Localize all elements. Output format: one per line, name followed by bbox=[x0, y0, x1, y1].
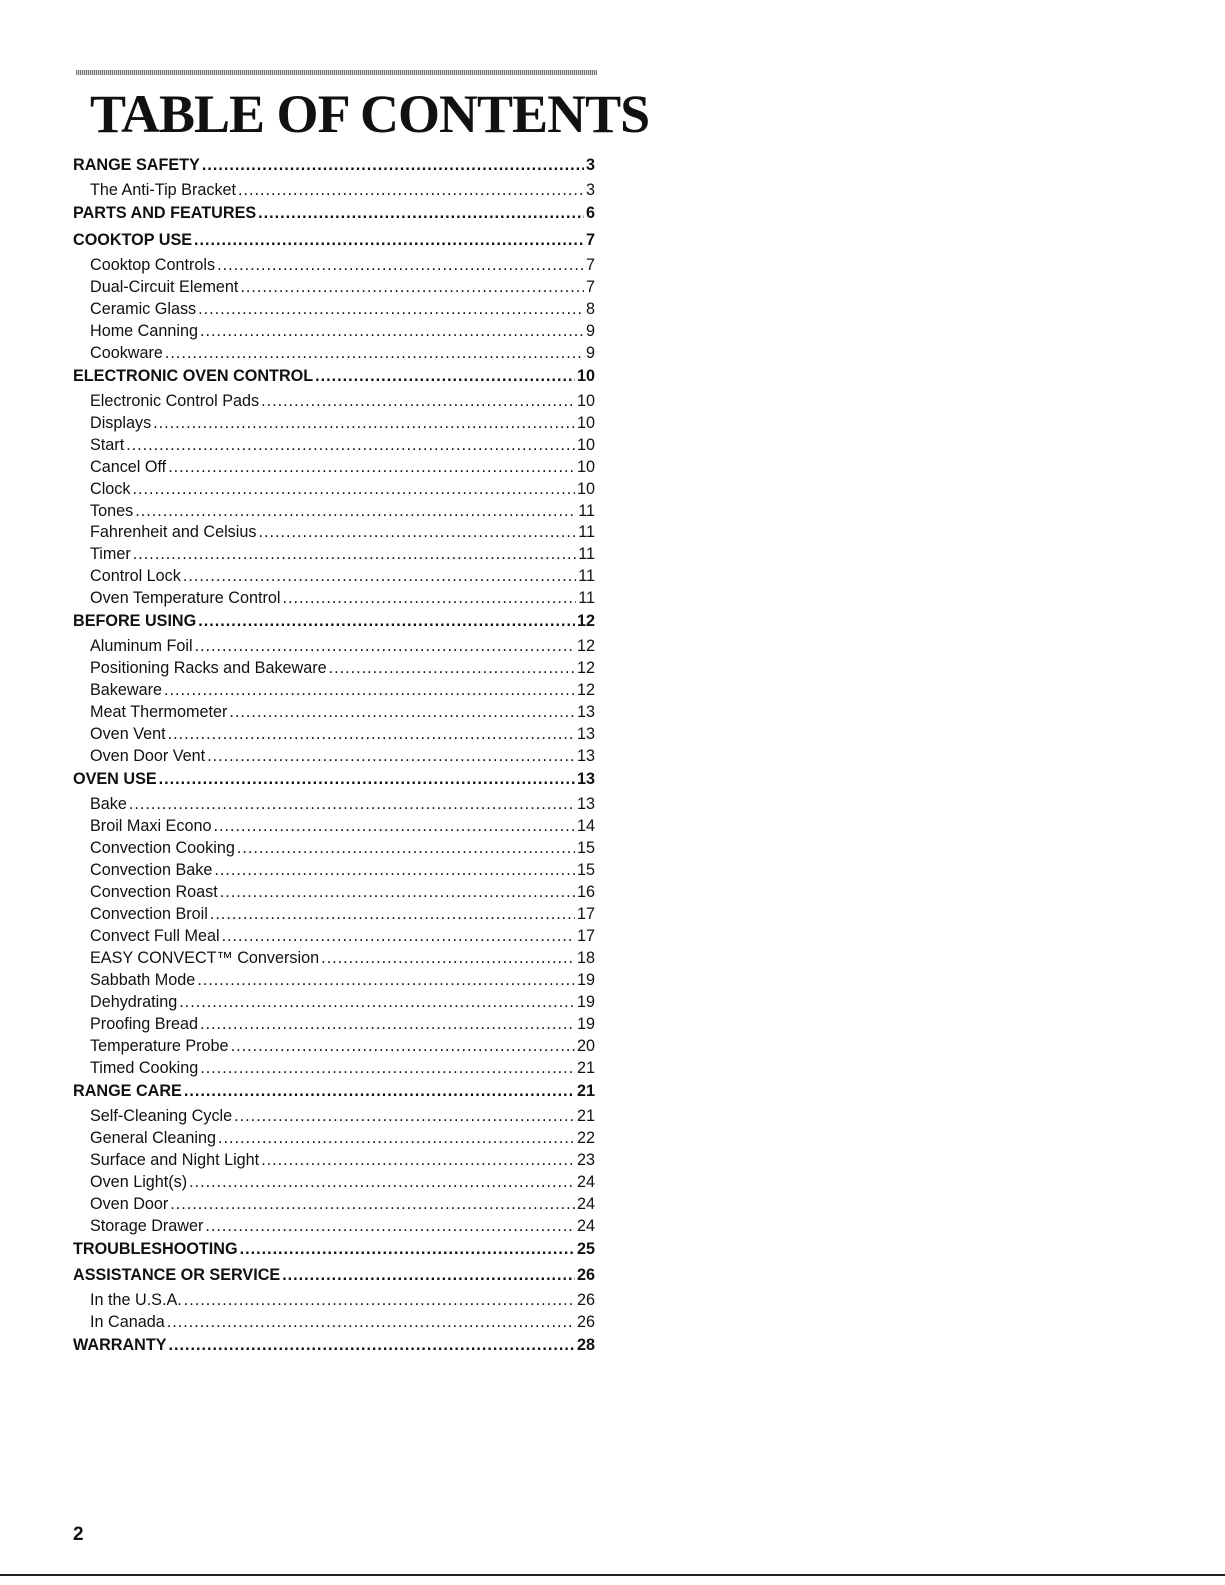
toc-entry-label: In the U.S.A. bbox=[90, 1291, 182, 1310]
toc-subsection-entry[interactable] bbox=[73, 1217, 595, 1239]
toc-entry-page: 10 bbox=[576, 435, 595, 454]
toc-entry-page: 15 bbox=[576, 861, 595, 880]
toc-entry-page: 12 bbox=[576, 612, 595, 631]
toc-entry-page: 9 bbox=[585, 343, 595, 362]
dot-leader bbox=[237, 839, 575, 858]
dot-leader bbox=[329, 659, 575, 678]
toc-entry-page: 21 bbox=[576, 1081, 595, 1100]
dot-leader bbox=[126, 436, 575, 455]
toc-entry-page: 14 bbox=[576, 817, 595, 836]
toc-entry-label: PARTS AND FEATURES bbox=[73, 204, 257, 223]
toc-section-entry[interactable] bbox=[73, 1239, 595, 1265]
dot-leader bbox=[321, 949, 575, 968]
toc-subsection-entry[interactable] bbox=[73, 659, 595, 681]
toc-entry-page: 10 bbox=[576, 366, 595, 385]
toc-entry-page: 15 bbox=[576, 839, 595, 858]
toc-entry-label: Oven Light(s) bbox=[90, 1172, 188, 1191]
toc-entry-page: 19 bbox=[576, 970, 595, 989]
dot-leader bbox=[207, 747, 575, 766]
dot-leader bbox=[222, 927, 575, 946]
dot-leader bbox=[133, 545, 576, 564]
bottom-rule bbox=[0, 1574, 1225, 1576]
toc-entry-label: Self-Cleaning Cycle bbox=[90, 1106, 233, 1125]
toc-entry-label: WARRANTY bbox=[73, 1335, 167, 1354]
toc-entry-page: 24 bbox=[576, 1216, 595, 1235]
dot-leader bbox=[240, 278, 584, 297]
table-of-contents bbox=[73, 155, 595, 1361]
toc-subsection-entry[interactable] bbox=[73, 839, 595, 861]
toc-section-entry[interactable] bbox=[73, 1335, 595, 1361]
toc-entry-page: 21 bbox=[576, 1106, 595, 1125]
toc-entry-label: RANGE SAFETY bbox=[73, 156, 200, 174]
toc-subsection-entry[interactable] bbox=[73, 1015, 595, 1037]
toc-entry-label: EASY CONVECT™ Conversion bbox=[90, 948, 320, 967]
toc-entry-page: 17 bbox=[576, 927, 595, 946]
toc-subsection-entry[interactable] bbox=[73, 344, 595, 366]
toc-entry-label: Electronic Control Pads bbox=[90, 391, 260, 410]
toc-subsection-entry[interactable] bbox=[73, 300, 595, 322]
toc-entry-page: 10 bbox=[576, 391, 595, 410]
dot-leader bbox=[159, 770, 575, 789]
dot-leader bbox=[213, 817, 575, 836]
dot-leader bbox=[231, 1037, 575, 1056]
dot-leader bbox=[165, 344, 584, 363]
toc-entry-label: COOKTOP USE bbox=[73, 230, 193, 249]
toc-subsection-entry[interactable] bbox=[73, 414, 595, 436]
dot-leader bbox=[179, 993, 575, 1012]
toc-entry-page: 3 bbox=[585, 156, 595, 174]
dot-leader bbox=[198, 612, 575, 631]
toc-entry-page: 16 bbox=[576, 883, 595, 902]
dot-leader bbox=[210, 905, 575, 924]
dot-leader bbox=[184, 1082, 575, 1101]
page-number: 2 bbox=[73, 1524, 84, 1545]
toc-subsection-entry[interactable] bbox=[73, 949, 595, 971]
toc-subsection-entry[interactable] bbox=[73, 545, 595, 567]
dot-leader bbox=[168, 725, 575, 744]
dot-leader bbox=[218, 1129, 575, 1148]
toc-entry-page: 13 bbox=[576, 795, 595, 814]
toc-entry-label: Dehydrating bbox=[90, 992, 178, 1011]
toc-entry-label: Start bbox=[90, 435, 125, 454]
toc-entry-label: Clock bbox=[90, 479, 131, 498]
toc-entry-label: ASSISTANCE OR SERVICE bbox=[73, 1265, 281, 1284]
toc-entry-page: 11 bbox=[578, 523, 595, 542]
dot-leader bbox=[132, 480, 575, 499]
dot-leader bbox=[129, 795, 575, 814]
toc-entry-label: Oven Door Vent bbox=[90, 747, 206, 766]
toc-entry-page: 23 bbox=[576, 1150, 595, 1169]
toc-entry-page: 19 bbox=[576, 992, 595, 1011]
toc-subsection-entry[interactable] bbox=[73, 458, 595, 480]
toc-subsection-entry[interactable] bbox=[73, 256, 595, 278]
toc-entry-page: 24 bbox=[576, 1172, 595, 1191]
toc-subsection-entry[interactable] bbox=[73, 589, 595, 611]
toc-entry-page: 26 bbox=[576, 1313, 595, 1332]
toc-section-entry[interactable] bbox=[73, 611, 595, 637]
dot-leader bbox=[261, 1151, 575, 1170]
toc-entry-label: Timed Cooking bbox=[90, 1058, 199, 1077]
toc-entry-label: Cancel Off bbox=[90, 457, 167, 476]
toc-subsection-entry[interactable] bbox=[73, 1313, 595, 1335]
toc-entry-label: Fahrenheit and Celsius bbox=[90, 523, 257, 542]
toc-entry-page: 18 bbox=[576, 948, 595, 967]
toc-entry-label: Meat Thermometer bbox=[90, 703, 228, 722]
toc-entry-page: 7 bbox=[585, 255, 595, 274]
toc-entry-label: Oven Door bbox=[90, 1194, 169, 1213]
toc-entry-label: In Canada bbox=[90, 1313, 165, 1332]
toc-entry-page: 7 bbox=[585, 277, 595, 296]
toc-entry-page: 3 bbox=[585, 181, 595, 200]
dot-leader bbox=[202, 156, 584, 175]
dot-leader bbox=[217, 256, 584, 275]
toc-section-entry[interactable] bbox=[73, 230, 595, 256]
toc-entry-label: Bakeware bbox=[90, 681, 162, 700]
toc-entry-page: 13 bbox=[576, 770, 595, 789]
dot-leader bbox=[200, 322, 584, 341]
toc-subsection-entry[interactable] bbox=[73, 1291, 595, 1313]
dot-leader bbox=[189, 1173, 575, 1192]
toc-subsection-entry[interactable] bbox=[73, 905, 595, 927]
toc-entry-label: Control Lock bbox=[90, 567, 181, 586]
toc-entry-label: Aluminum Foil bbox=[90, 637, 193, 656]
toc-entry-label: Positioning Racks and Bakeware bbox=[90, 659, 327, 678]
dot-leader bbox=[200, 1059, 575, 1078]
toc-entry-label: Temperature Probe bbox=[90, 1036, 229, 1055]
toc-subsection-entry[interactable] bbox=[73, 523, 595, 545]
toc-section-entry[interactable] bbox=[73, 366, 595, 392]
dot-leader bbox=[220, 883, 575, 902]
toc-entry-page: 12 bbox=[576, 659, 595, 678]
dot-leader bbox=[315, 367, 575, 386]
toc-entry-page: 12 bbox=[576, 681, 595, 700]
toc-entry-label: Oven Temperature Control bbox=[90, 589, 281, 608]
dot-leader bbox=[198, 300, 584, 319]
toc-entry-label: Sabbath Mode bbox=[90, 970, 196, 989]
toc-subsection-entry[interactable] bbox=[73, 1151, 595, 1173]
toc-subsection-entry[interactable] bbox=[73, 436, 595, 458]
toc-entry-page: 17 bbox=[576, 905, 595, 924]
toc-entry-page: 8 bbox=[585, 299, 595, 318]
toc-subsection-entry[interactable] bbox=[73, 861, 595, 883]
dot-leader bbox=[153, 414, 575, 433]
toc-section-entry[interactable] bbox=[73, 155, 595, 181]
toc-entry-page: 11 bbox=[578, 589, 595, 608]
dot-leader bbox=[258, 523, 576, 542]
toc-entry-label: Displays bbox=[90, 413, 152, 432]
toc-entry-label: Proofing Bread bbox=[90, 1014, 198, 1033]
toc-entry-label: The Anti-Tip Bracket bbox=[90, 181, 237, 200]
toc-entry-page: 12 bbox=[576, 637, 595, 656]
dot-leader bbox=[183, 567, 576, 586]
toc-entry-label: OVEN USE bbox=[73, 770, 157, 789]
dot-leader bbox=[164, 681, 575, 700]
toc-entry-page: 24 bbox=[576, 1194, 595, 1213]
toc-entry-page: 21 bbox=[576, 1058, 595, 1077]
toc-subsection-entry[interactable] bbox=[73, 817, 595, 839]
toc-entry-label: Tones bbox=[90, 501, 134, 520]
toc-subsection-entry[interactable] bbox=[73, 1059, 595, 1081]
toc-entry-label: Timer bbox=[90, 545, 131, 564]
dot-leader bbox=[167, 1313, 575, 1332]
dot-leader bbox=[229, 703, 575, 722]
dot-leader bbox=[194, 231, 584, 250]
toc-entry-label: Surface and Night Light bbox=[90, 1150, 260, 1169]
toc-entry-label: Convection Bake bbox=[90, 861, 213, 880]
toc-subsection-entry[interactable] bbox=[73, 681, 595, 703]
dot-leader bbox=[200, 1015, 575, 1034]
toc-entry-page: 7 bbox=[585, 230, 595, 249]
toc-entry-page: 11 bbox=[578, 567, 595, 586]
toc-entry-label: Broil Maxi Econo bbox=[90, 817, 212, 836]
toc-entry-label: Convect Full Meal bbox=[90, 927, 220, 946]
top-decorative-rule bbox=[76, 70, 597, 75]
toc-section-entry[interactable] bbox=[73, 203, 595, 229]
toc-entry-label: Dual-Circuit Element bbox=[90, 277, 239, 296]
dot-leader bbox=[238, 181, 584, 200]
toc-entry-label: Convection Roast bbox=[90, 883, 218, 902]
toc-subsection-entry[interactable] bbox=[73, 480, 595, 502]
toc-entry-label: Cookware bbox=[90, 343, 163, 362]
toc-entry-page: 11 bbox=[578, 501, 595, 520]
toc-entry-label: Convection Broil bbox=[90, 905, 208, 924]
toc-entry-page: 13 bbox=[576, 703, 595, 722]
dot-leader bbox=[240, 1240, 575, 1259]
toc-subsection-entry[interactable] bbox=[73, 502, 595, 524]
toc-entry-label: Oven Vent bbox=[90, 725, 166, 744]
toc-entry-page: 26 bbox=[576, 1291, 595, 1310]
toc-entry-page: 6 bbox=[585, 204, 595, 223]
toc-entry-page: 19 bbox=[576, 1014, 595, 1033]
toc-section-entry[interactable] bbox=[73, 1265, 595, 1291]
toc-subsection-entry[interactable] bbox=[73, 993, 595, 1015]
toc-entry-page: 25 bbox=[576, 1239, 595, 1258]
toc-entry-label: Storage Drawer bbox=[90, 1216, 204, 1235]
dot-leader bbox=[214, 861, 575, 880]
dot-leader bbox=[168, 458, 575, 477]
dot-leader bbox=[258, 204, 584, 223]
toc-entry-page: 13 bbox=[576, 747, 595, 766]
dot-leader bbox=[195, 637, 575, 656]
dot-leader bbox=[135, 502, 576, 521]
toc-entry-page: 13 bbox=[576, 725, 595, 744]
toc-subsection-entry[interactable] bbox=[73, 278, 595, 300]
toc-entry-label: ELECTRONIC OVEN CONTROL bbox=[73, 366, 314, 385]
dot-leader bbox=[205, 1217, 575, 1236]
toc-subsection-entry[interactable] bbox=[73, 747, 595, 769]
toc-subsection-entry[interactable] bbox=[73, 322, 595, 344]
dot-leader bbox=[261, 392, 575, 411]
toc-entry-page: 10 bbox=[576, 413, 595, 432]
toc-section-entry[interactable] bbox=[73, 1081, 595, 1107]
toc-entry-label: Cooktop Controls bbox=[90, 255, 216, 274]
dot-leader bbox=[184, 1291, 575, 1310]
toc-entry-page: 10 bbox=[576, 457, 595, 476]
toc-entry-page: 10 bbox=[576, 479, 595, 498]
toc-subsection-entry[interactable] bbox=[73, 725, 595, 747]
toc-entry-label: Ceramic Glass bbox=[90, 299, 197, 318]
toc-entry-label: Home Canning bbox=[90, 321, 198, 340]
dot-leader bbox=[170, 1195, 575, 1214]
toc-subsection-entry[interactable] bbox=[73, 883, 595, 905]
toc-subsection-entry[interactable] bbox=[73, 795, 595, 817]
toc-entry-page: 26 bbox=[576, 1265, 595, 1284]
toc-entry-label: Bake bbox=[90, 795, 127, 814]
toc-subsection-entry[interactable] bbox=[73, 1129, 595, 1151]
toc-section-entry[interactable] bbox=[73, 769, 595, 795]
dot-leader bbox=[282, 589, 576, 608]
toc-subsection-entry[interactable] bbox=[73, 181, 595, 203]
page-title: TABLE OF CONTENTS bbox=[90, 84, 650, 144]
toc-entry-page: 20 bbox=[576, 1036, 595, 1055]
toc-entry-label: General Cleaning bbox=[90, 1128, 216, 1147]
toc-entry-label: RANGE CARE bbox=[73, 1081, 182, 1100]
toc-entry-page: 28 bbox=[576, 1335, 595, 1354]
toc-entry-page: 11 bbox=[578, 545, 595, 564]
toc-subsection-entry[interactable] bbox=[73, 927, 595, 949]
toc-entry-label: TROUBLESHOOTING bbox=[73, 1239, 238, 1258]
dot-leader bbox=[234, 1107, 575, 1126]
toc-entry-page: 9 bbox=[585, 321, 595, 340]
toc-subsection-entry[interactable] bbox=[73, 1173, 595, 1195]
toc-entry-label: BEFORE USING bbox=[73, 612, 197, 631]
toc-subsection-entry[interactable] bbox=[73, 1195, 595, 1217]
toc-subsection-entry[interactable] bbox=[73, 703, 595, 725]
dot-leader bbox=[197, 971, 575, 990]
toc-subsection-entry[interactable] bbox=[73, 1107, 595, 1129]
toc-subsection-entry[interactable] bbox=[73, 971, 595, 993]
dot-leader bbox=[282, 1266, 575, 1285]
toc-subsection-entry[interactable] bbox=[73, 392, 595, 414]
toc-subsection-entry[interactable] bbox=[73, 637, 595, 659]
toc-subsection-entry[interactable] bbox=[73, 567, 595, 589]
toc-entry-label: Convection Cooking bbox=[90, 839, 235, 858]
toc-subsection-entry[interactable] bbox=[73, 1037, 595, 1059]
dot-leader bbox=[169, 1336, 575, 1355]
toc-entry-page: 22 bbox=[576, 1128, 595, 1147]
